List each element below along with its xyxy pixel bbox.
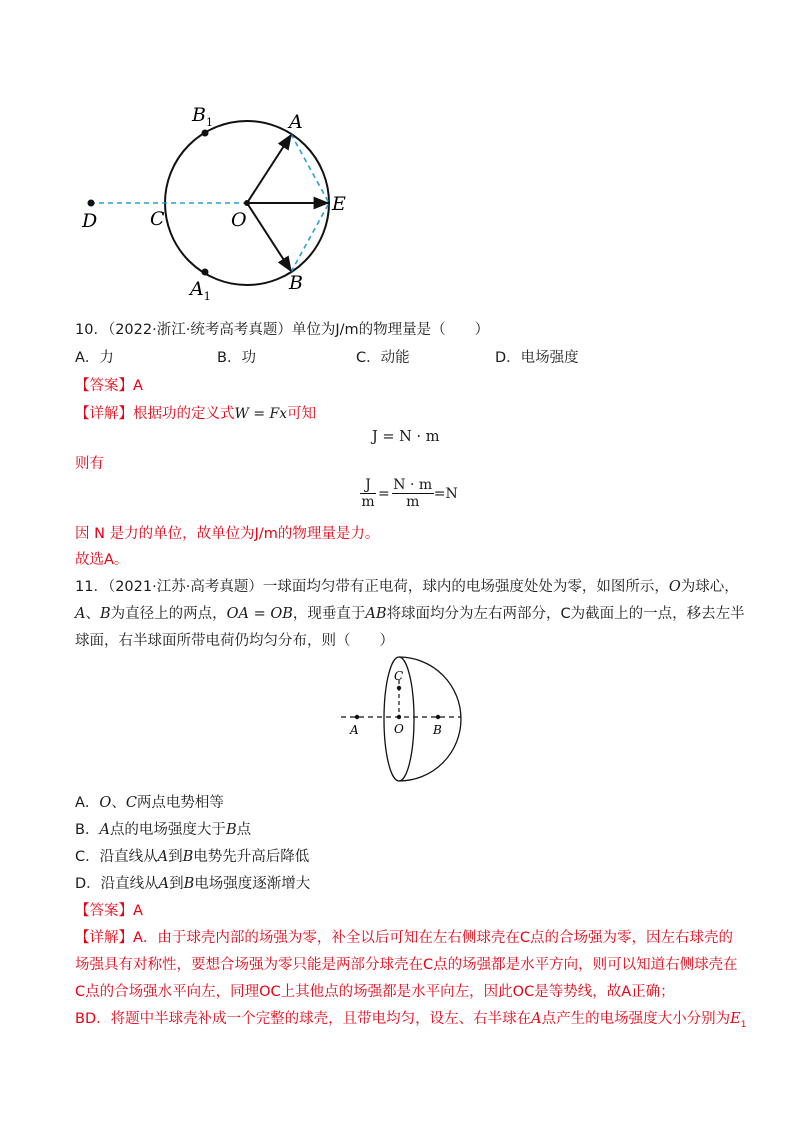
fraction2-numerator: N · m [393, 477, 433, 493]
arrow-ob [247, 203, 291, 271]
label-e: E [332, 193, 346, 215]
q11-detail-line1: 【详解】A．由于球壳内部的场强为零，补全以后可知在左右侧球壳在C点的合场强为零，因左右球壳的 [75, 930, 734, 946]
q10-then: 则有 [75, 456, 104, 472]
point-o [244, 200, 250, 206]
q11-stem-line2: A、B为直径上的两点，OA = OB，现垂直于AB将球面均分为左右两部分，C为截面上的一点，移去左半 [75, 606, 745, 622]
fraction2-denominator: m [406, 494, 420, 510]
q11-stem-line3: 球面，右半球面所带电荷仍均匀分布，则（ ） [75, 633, 394, 649]
label-o: O [231, 209, 247, 231]
q11-detail-line4: BD．将题中半球壳补成一个完整的球壳，且带电均匀，设左、右半球在A点产生的电场强度大小分别为$E_1$ [75, 1011, 747, 1030]
label-a: A [289, 111, 303, 133]
q10-stem-text: 单位为J/m的物理量是（ ） [291, 322, 490, 338]
dashed-line-ae [291, 134, 329, 203]
q11-option-a: A．O、C两点电势相等 [75, 795, 224, 811]
point-a1 [202, 269, 209, 276]
point-b [436, 715, 440, 719]
q11-stem-line1: 11．（2021·江苏·高考真题）一球面均匀带有正电荷，球内的电场强度处处为零，如图所示，O为球心， [75, 579, 739, 595]
label-b: B [433, 723, 442, 737]
hemisphere-outline [399, 657, 461, 781]
q10-option-b: B．功 [217, 350, 256, 366]
dashed-line-be [291, 203, 329, 272]
fraction1-numerator: J [365, 477, 371, 493]
label-o: O [394, 722, 404, 736]
circle-field-diagram [70, 95, 370, 310]
label-b1: $B_1$ [192, 104, 213, 129]
label-b: B [289, 272, 303, 294]
hemisphere-diagram [335, 652, 470, 787]
q11-option-d: D．沿直线从A到B电场强度逐渐增大 [75, 876, 311, 892]
q10-conclusion: 因 N 是力的单位，故单位为J/m的物理量是力。 [75, 526, 380, 542]
label-c: C [150, 208, 165, 230]
equation-j-nm: J = N · m [372, 429, 440, 445]
point-a [355, 715, 359, 719]
q10-answer: 【答案】A [75, 378, 143, 394]
q11-detail-line2: 场强具有对称性，要想合场强为零只能是两部分球壳在C点的场强都是水平方向，则可以知道右侧球壳在 [75, 957, 738, 973]
q11-answer: 【答案】A [75, 903, 143, 919]
q10-number: 10． [75, 322, 108, 338]
q10-option-a: A．力 [75, 350, 114, 366]
formula-w-fx: W = Fx [234, 406, 288, 422]
arrow-oa [247, 135, 291, 203]
label-c: C [394, 669, 404, 683]
q11-option-b: B．A点的电场强度大于B点 [75, 822, 252, 838]
point-d [88, 200, 95, 207]
q10-detail: 【详解】根据功的定义式W = Fx可知 [75, 406, 317, 422]
q10-stem [75, 320, 489, 340]
q10-option-c: C．动能 [356, 350, 410, 366]
point-o [397, 715, 401, 719]
q11-option-c: C．沿直线从A到B电势先升高后降低 [75, 849, 310, 865]
label-d: D [82, 210, 98, 232]
q10-source: （2022·浙江·统考高考真题） [107, 322, 292, 338]
q11-detail-line3: C点的合场强水平向左，同理OC上其他点的场强都是水平向左，因此OC是等势线，故A正确； [75, 984, 675, 1000]
equation-fraction: J m = N · m m =N [361, 477, 458, 510]
label-a: A [350, 723, 359, 737]
point-b1 [202, 130, 209, 137]
point-c [397, 686, 401, 690]
label-a1: $A_1$ [190, 278, 211, 303]
fraction1-denominator: m [361, 494, 375, 510]
q10-option-d: D．电场强度 [495, 350, 579, 366]
q10-choose: 故选A。 [75, 552, 129, 568]
